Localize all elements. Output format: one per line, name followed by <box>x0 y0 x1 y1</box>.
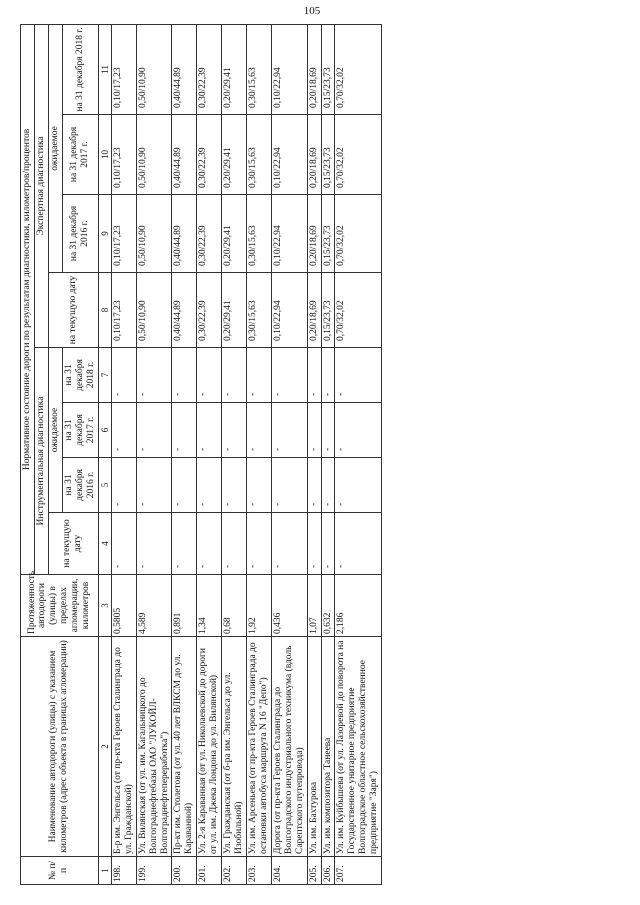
instr-2016: - <box>271 458 307 513</box>
instr-2016: - <box>321 458 335 513</box>
road-name: Ул. им. Бахтурова <box>307 637 321 857</box>
exp-2018: 0,50/10,90 <box>136 24 172 114</box>
row-number: 201. <box>197 857 222 885</box>
exp-2017: 0,20/29,41 <box>222 115 247 195</box>
table-row <box>307 24 321 884</box>
instr-current: - <box>335 513 382 575</box>
row-number: 198. <box>111 857 136 885</box>
instr-current: - <box>111 513 136 575</box>
exp-current: 0,20/18,69 <box>307 273 321 348</box>
exp-2016: 0,70/32,02 <box>335 195 382 273</box>
row-number: 205. <box>307 857 321 885</box>
exp-2016: 0,15/23,73 <box>321 195 335 273</box>
exp-2016: 0,30/22,39 <box>197 195 222 273</box>
row-number: 206. <box>321 857 335 885</box>
row-number: 199. <box>136 857 172 885</box>
header-no: № п/п <box>21 857 99 885</box>
header-instr-2016: на 31 декабря 2016 г. <box>62 458 98 513</box>
row-number: 207. <box>335 857 382 885</box>
col-index: 5 <box>98 458 111 513</box>
instr-2017: - <box>335 403 382 458</box>
page-number: 105 <box>303 5 321 17</box>
exp-current: 0,50/10,90 <box>136 273 172 348</box>
table-row <box>197 24 222 884</box>
instr-2016: - <box>247 458 272 513</box>
instr-2018: - <box>321 348 335 403</box>
instr-2016: - <box>172 458 197 513</box>
exp-2016: 0,10/22,94 <box>271 195 307 273</box>
road-name: Ул. им. Куйбышева (от ул. Лазоревой до поворота на Государственное унитарное предприятие Волгоградское областное сельскохозяйственное предприятие "Заря") <box>335 637 382 857</box>
row-number: 200. <box>172 857 197 885</box>
exp-2017: 0,10/22,94 <box>271 115 307 195</box>
instr-2016: - <box>197 458 222 513</box>
col-index: 9 <box>98 195 111 273</box>
exp-current: 0,10/22,94 <box>271 273 307 348</box>
header-exp-expected: ожидаемое <box>48 24 62 272</box>
instr-2017: - <box>197 403 222 458</box>
exp-2017: 0,15/23,73 <box>321 115 335 195</box>
col-index: 10 <box>98 115 111 195</box>
instr-2018: - <box>271 348 307 403</box>
header-length: Протяженность автодороги (улицы) в пределах агломерации, километров <box>21 575 99 637</box>
exp-2016: 0,10/17,23 <box>111 195 136 273</box>
instr-2017: - <box>247 403 272 458</box>
exp-2017: 0,70/32,02 <box>335 115 382 195</box>
instr-2016: - <box>307 458 321 513</box>
header-expert: Экспертная диагностика <box>34 24 48 347</box>
road-length: 0,632 <box>321 575 335 637</box>
table-row <box>247 24 272 884</box>
table-row <box>222 24 247 884</box>
road-length: 0,436 <box>271 575 307 637</box>
table-body <box>111 24 381 884</box>
col-index: 1 <box>98 857 111 885</box>
table-row <box>136 24 172 884</box>
row-number: 203. <box>247 857 272 885</box>
header-normative: Нормативное состояние дороги по результатам диагностики, километров/процентов <box>21 24 35 574</box>
exp-2018: 0,30/15,63 <box>247 24 272 114</box>
instr-current: - <box>307 513 321 575</box>
header-instrumental: Инструментальная диагностика <box>34 348 48 575</box>
col-index: 2 <box>98 637 111 857</box>
instr-2016: - <box>136 458 172 513</box>
col-index: 4 <box>98 513 111 575</box>
instr-current: - <box>197 513 222 575</box>
exp-2016: 0,40/44,89 <box>172 195 197 273</box>
header-exp-current: на текущую дату <box>48 273 98 348</box>
instr-2018: - <box>247 348 272 403</box>
table-row <box>172 24 197 884</box>
exp-2018: 0,70/32,02 <box>335 24 382 114</box>
road-diagnostics-table <box>20 24 382 885</box>
col-index: 8 <box>98 273 111 348</box>
col-index: 6 <box>98 403 111 458</box>
table-row <box>271 24 307 884</box>
exp-2018: 0,20/29,41 <box>222 24 247 114</box>
exp-2017: 0,50/10,90 <box>136 115 172 195</box>
exp-2018: 0,40/44,89 <box>172 24 197 114</box>
column-index-row <box>98 24 111 884</box>
header-instr-expected: ожидаемое <box>48 348 62 513</box>
road-name: Ул. Вилянская (от ул. им. Кагальницкого до Волгограднефтебазы ОАО "ЛУКОЙЛ-Волгограднефтепереработка") <box>136 637 172 857</box>
instr-2017: - <box>111 403 136 458</box>
header-name: Наименование автодороги (улицы) с указанием километров (адрес объекта в границах агломерации) <box>21 637 99 857</box>
road-name: Ул. 2-я Караванная (от ул. Николаевской до дороги от ул. им. Джека Лондона до ул. Вилянской) <box>197 637 222 857</box>
instr-current: - <box>247 513 272 575</box>
road-name: Пр-кт им. Столетова (от ул. 40 лет ВЛКСМ до ул. Караванной) <box>172 637 197 857</box>
instr-2018: - <box>222 348 247 403</box>
exp-current: 0,70/32,02 <box>335 273 382 348</box>
road-length: 1,92 <box>247 575 272 637</box>
instr-2018: - <box>136 348 172 403</box>
header-exp-2016: на 31 декабря 2016 г. <box>62 195 98 273</box>
exp-2017: 0,20/18,69 <box>307 115 321 195</box>
exp-2016: 0,20/29,41 <box>222 195 247 273</box>
exp-2017: 0,40/44,89 <box>172 115 197 195</box>
exp-current: 0,40/44,89 <box>172 273 197 348</box>
exp-2016: 0,30/15,63 <box>247 195 272 273</box>
road-length: 2,186 <box>335 575 382 637</box>
instr-2018: - <box>172 348 197 403</box>
exp-2018: 0,10/22,94 <box>271 24 307 114</box>
road-name: Ул. им. Арсеньева (от пр-кта Героев Сталинграда до остановки автобуса маршрута N 16 "Депо") <box>247 637 272 857</box>
exp-current: 0,30/22,39 <box>197 273 222 348</box>
road-name: Ул. Гражданская (от б-ра им. Энгельса до ул. Изобильной) <box>222 637 247 857</box>
exp-2018: 0,15/23,73 <box>321 24 335 114</box>
exp-2016: 0,50/10,90 <box>136 195 172 273</box>
road-length: 1,34 <box>197 575 222 637</box>
table-row <box>111 24 136 884</box>
road-length: 4,589 <box>136 575 172 637</box>
exp-current: 0,10/17,23 <box>111 273 136 348</box>
instr-2018: - <box>111 348 136 403</box>
exp-current: 0,20/29,41 <box>222 273 247 348</box>
instr-2017: - <box>307 403 321 458</box>
col-index: 11 <box>98 24 111 114</box>
header-exp-2017: на 31 декабря 2017 г. <box>62 115 98 195</box>
exp-current: 0,15/23,73 <box>321 273 335 348</box>
row-number: 204. <box>271 857 307 885</box>
instr-2017: - <box>222 403 247 458</box>
road-length: 0,891 <box>172 575 197 637</box>
exp-2017: 0,30/22,39 <box>197 115 222 195</box>
road-length: 0,5805 <box>111 575 136 637</box>
exp-current: 0,30/15,63 <box>247 273 272 348</box>
exp-2017: 0,30/15,63 <box>247 115 272 195</box>
header-exp-2018: на 31 декабря 2018 г. <box>62 24 98 114</box>
instr-current: - <box>271 513 307 575</box>
road-name: Б-р им. Энгельса (от пр-кта Героев Сталинграда до ул. Гражданской) <box>111 637 136 857</box>
instr-2016: - <box>222 458 247 513</box>
instr-2016: - <box>335 458 382 513</box>
rotated-table-page <box>20 25 620 885</box>
road-name: Ул. им. композитора Танеева <box>321 637 335 857</box>
table-row <box>335 24 382 884</box>
road-length: 1,07 <box>307 575 321 637</box>
instr-current: - <box>222 513 247 575</box>
instr-current: - <box>172 513 197 575</box>
exp-2018: 0,10/17,23 <box>111 24 136 114</box>
instr-2017: - <box>271 403 307 458</box>
instr-current: - <box>321 513 335 575</box>
road-length: 0,68 <box>222 575 247 637</box>
row-number: 202. <box>222 857 247 885</box>
instr-2018: - <box>335 348 382 403</box>
instr-2016: - <box>111 458 136 513</box>
instr-current: - <box>136 513 172 575</box>
instr-2017: - <box>321 403 335 458</box>
instr-2017: - <box>172 403 197 458</box>
instr-2018: - <box>197 348 222 403</box>
col-index: 3 <box>98 575 111 637</box>
instr-2017: - <box>136 403 172 458</box>
exp-2018: 0,30/22,39 <box>197 24 222 114</box>
header-instr-2017: на 31 декабря 2017 г. <box>62 403 98 458</box>
exp-2017: 0,10/17,23 <box>111 115 136 195</box>
table-row <box>321 24 335 884</box>
road-name: Дорога (от пр-кта Героев Сталинграда до Волгоградского индустриального техникума (вдоль Сарептского путепровода) <box>271 637 307 857</box>
instr-2018: - <box>307 348 321 403</box>
header-instr-current: на текущую дату <box>48 513 98 575</box>
exp-2018: 0,20/18,69 <box>307 24 321 114</box>
exp-2016: 0,20/18,69 <box>307 195 321 273</box>
col-index: 7 <box>98 348 111 403</box>
header-instr-2018: на 31 декабря 2018 г. <box>62 348 98 403</box>
